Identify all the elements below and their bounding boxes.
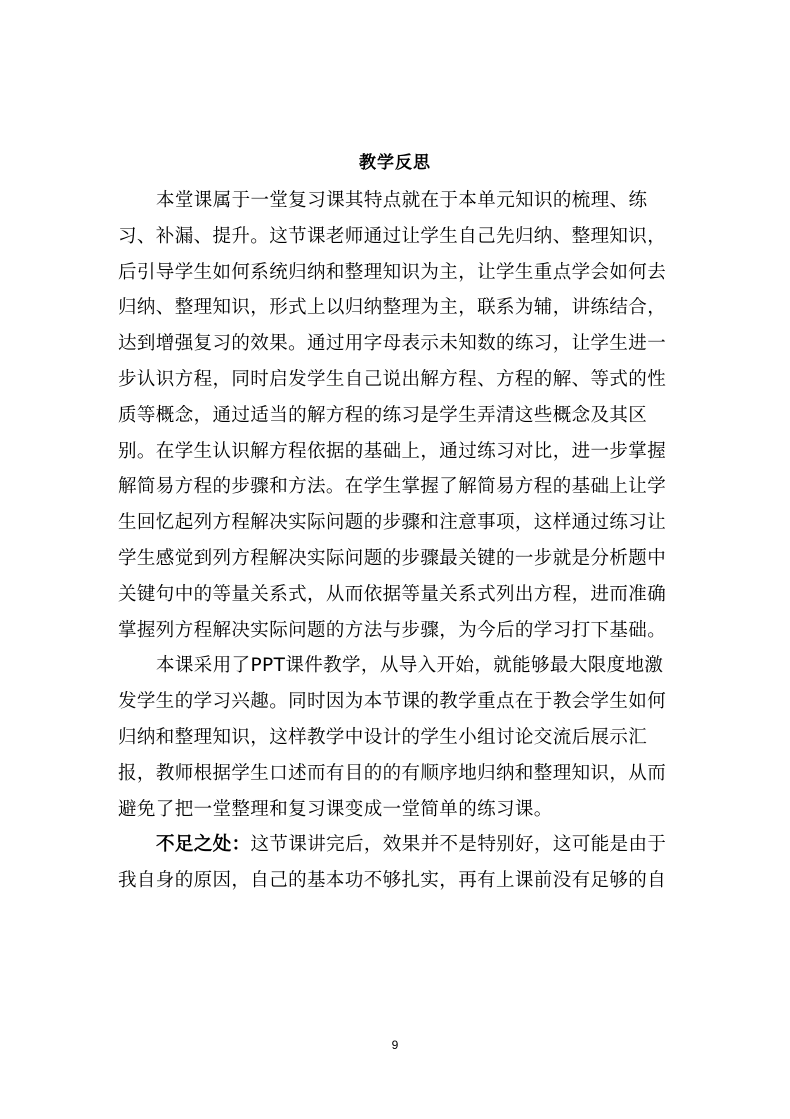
paragraph-3-line-2: 我自身的原因，自己的基本功不够扎实，再有上课前没有足够的自 [118, 870, 667, 892]
paragraph-2-line: 发学生的学习兴趣。同时因为本节课的教学重点在于教会学生如何 [118, 691, 667, 713]
paragraph-1-line: 生回忆起列方程解决实际问题的步骤和注意事项，这样通过练习让 [118, 512, 667, 534]
paragraph-1-line: 关键句中的等量关系式，从而依据等量关系式列出方程，进而准确 [118, 583, 667, 605]
paragraph-2-line: 报，教师根据学生口述而有目的的有顺序地归纳和整理知识，从而 [118, 762, 667, 784]
paragraph-1-line: 解简易方程的步骤和方法。在学生掌握了解简易方程的基础上让学 [118, 476, 667, 498]
paragraph-2-line: 本课采用了PPT课件教学，从导入开始，就能够最大限度地激 [156, 655, 664, 677]
shortcomings-label: 不足之处： [156, 834, 251, 856]
paragraph-2-line: 归纳和整理知识，这样教学中设计的学生小组讨论交流后展示汇 [118, 726, 648, 748]
paragraph-1-line: 习、补漏、提升。这节课老师通过让学生自己先归纳、整理知识， [118, 225, 667, 247]
page-number: 9 [391, 1038, 399, 1052]
paragraph-1-line: 步认识方程，同时启发学生自己说出解方程、方程的解、等式的性 [118, 368, 667, 390]
paragraph-1-line: 归纳、整理知识，形式上以归纳整理为主，联系为辅，讲练结合， [118, 297, 667, 319]
paragraph-1-line: 本堂课属于一堂复习课其特点就在于本单元知识的梳理、练 [156, 190, 648, 211]
paragraph-1-line: 别。在学生认识解方程依据的基础上，通过练习对比，进一步掌握 [118, 440, 667, 462]
paragraph-3-line-1 [118, 827, 678, 863]
paragraph-1-line: 质等概念，通过适当的解方程的练习是学生弄清这些概念及其区 [118, 404, 648, 426]
paragraph-3-text: 这节课讲完后，效果并不是特别好，这可能是由于 [250, 834, 667, 856]
paragraph-1-line: 达到增强复习的效果。通过用字母表示未知数的练习，让学生进一 [118, 333, 667, 355]
paragraph-1-line: 掌握列方程解决实际问题的方法与步骤，为今后的学习打下基础。 [118, 619, 667, 641]
page-title: 教学反思 [359, 153, 431, 173]
body-text [118, 183, 678, 899]
paragraph-1-line: 学生感觉到列方程解决实际问题的步骤最关键的一步就是分析题中 [118, 547, 667, 569]
paragraph-1-line: 后引导学生如何系统归纳和整理知识为主，让学生重点学会如何去 [118, 261, 667, 283]
paragraph-2-line: 避免了把一堂整理和复习课变成一堂简单的练习课。 [118, 798, 553, 820]
